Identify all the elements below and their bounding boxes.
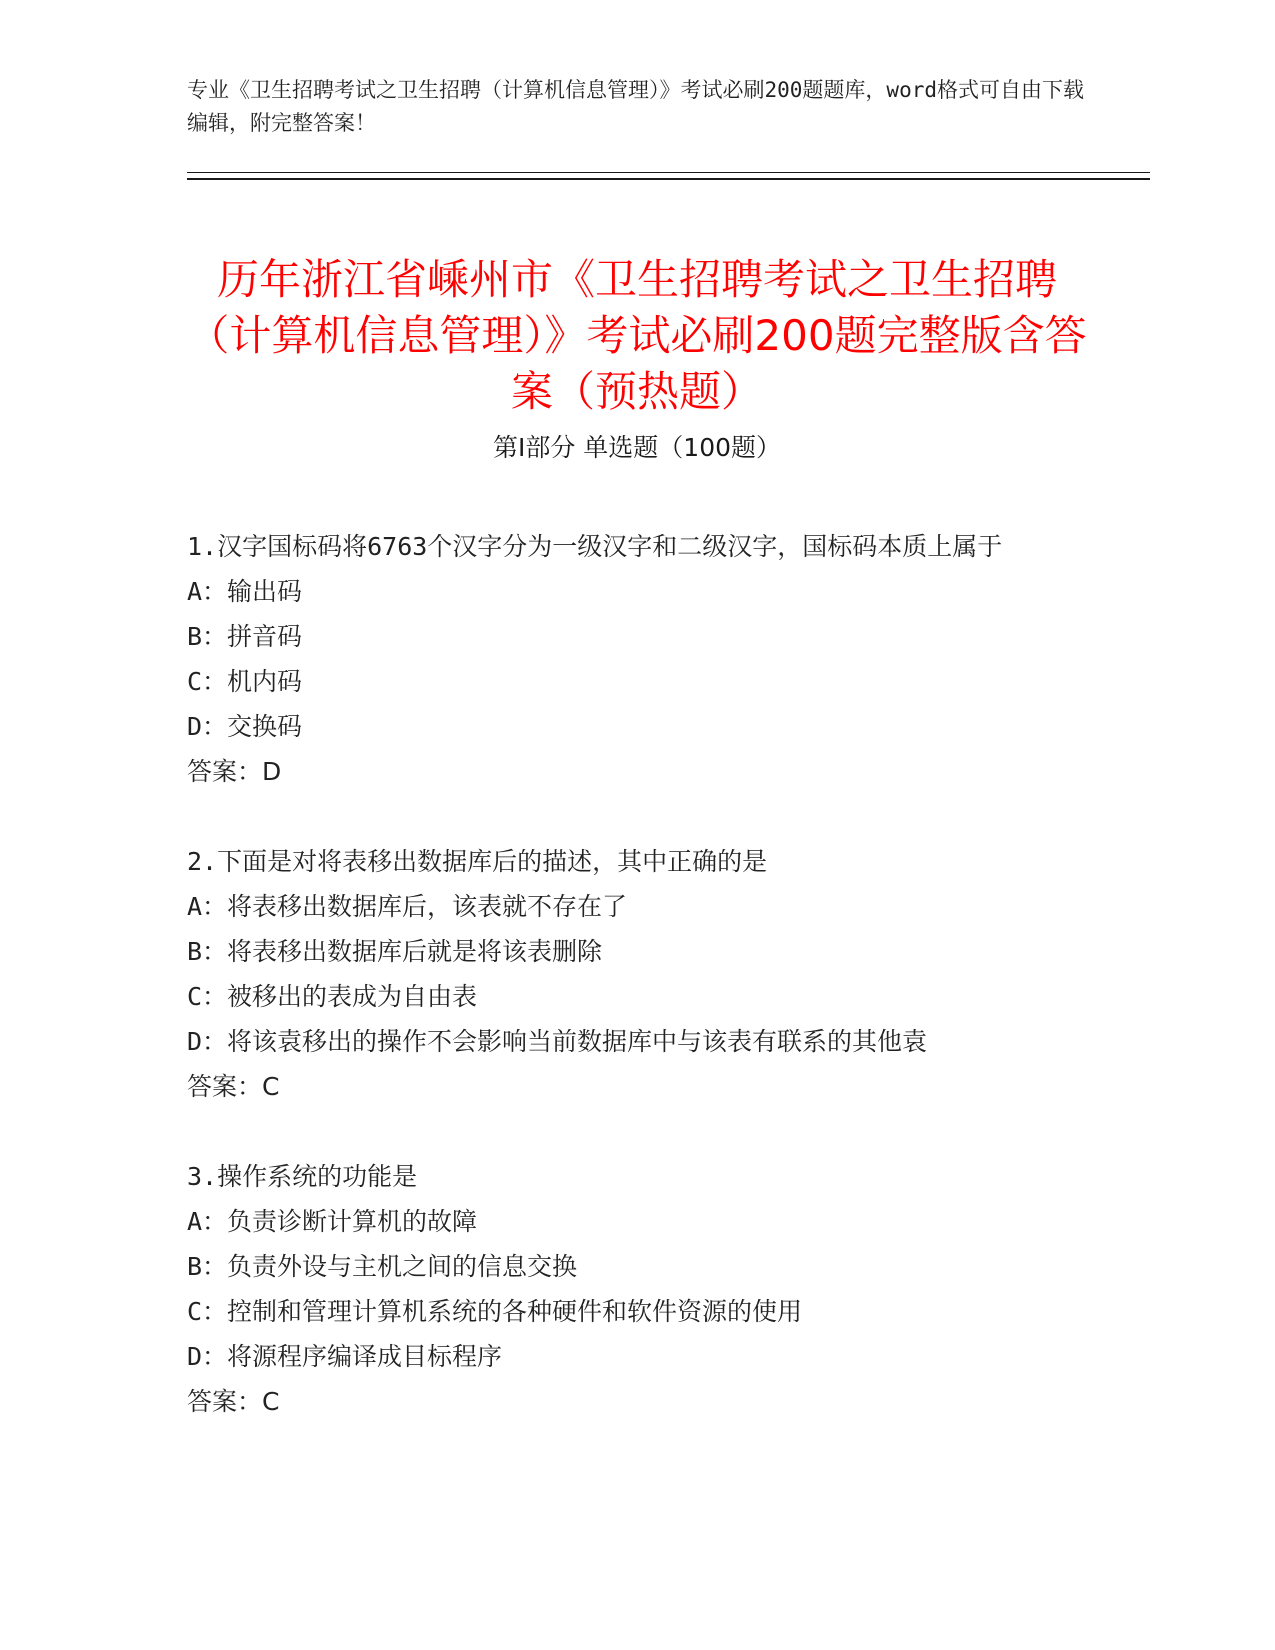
option-c: C：控制和管理计算机系统的各种硬件和软件资源的使用 [187,1297,803,1326]
question-stem: 2.下面是对将表移出数据库后的描述，其中正确的是 [187,847,768,876]
option-b: B：拼音码 [187,622,303,651]
answer: 答案：C [187,1072,280,1101]
question-2 [187,839,1087,1109]
option-d: D：交换码 [187,712,303,741]
header-divider-thin [187,172,1150,173]
option-b: B：将表移出数据库后就是将该表删除 [187,937,603,966]
option-b: B：负责外设与主机之间的信息交换 [187,1252,578,1281]
option-a: A：负责诊断计算机的故障 [187,1207,478,1236]
option-c: C：机内码 [187,667,303,696]
option-a: A：输出码 [187,577,303,606]
answer: 答案：D [187,757,282,786]
answer: 答案：C [187,1387,280,1416]
document-title: 历年浙江省嵊州市《卫生招聘考试之卫生招聘（计算机信息管理）》考试必刷200题完整版含答案（预热题） [187,255,1087,417]
question-1 [187,524,1087,794]
question-stem: 3.操作系统的功能是 [187,1162,418,1191]
option-d: D：将源程序编译成目标程序 [187,1342,503,1371]
option-a: A：将表移出数据库后，该表就不存在了 [187,892,628,921]
option-c: C：被移出的表成为自由表 [187,982,478,1011]
question-stem: 1.汉字国标码将6763个汉字分为一级汉字和二级汉字，国标码本质上属于 [187,532,1003,561]
header-divider-thick [187,178,1150,180]
question-list [187,524,1087,1424]
section-heading: 第Ⅰ部分 单选题（100题） [492,433,782,462]
header-note: 专业《卫生招聘考试之卫生招聘（计算机信息管理）》考试必刷200题题库，word格式可自由下载编辑，附完整答案！ [187,78,1084,135]
option-d: D：将该袁移出的操作不会影响当前数据库中与该表有联系的其他袁 [187,1027,928,1056]
question-3 [187,1154,1087,1424]
